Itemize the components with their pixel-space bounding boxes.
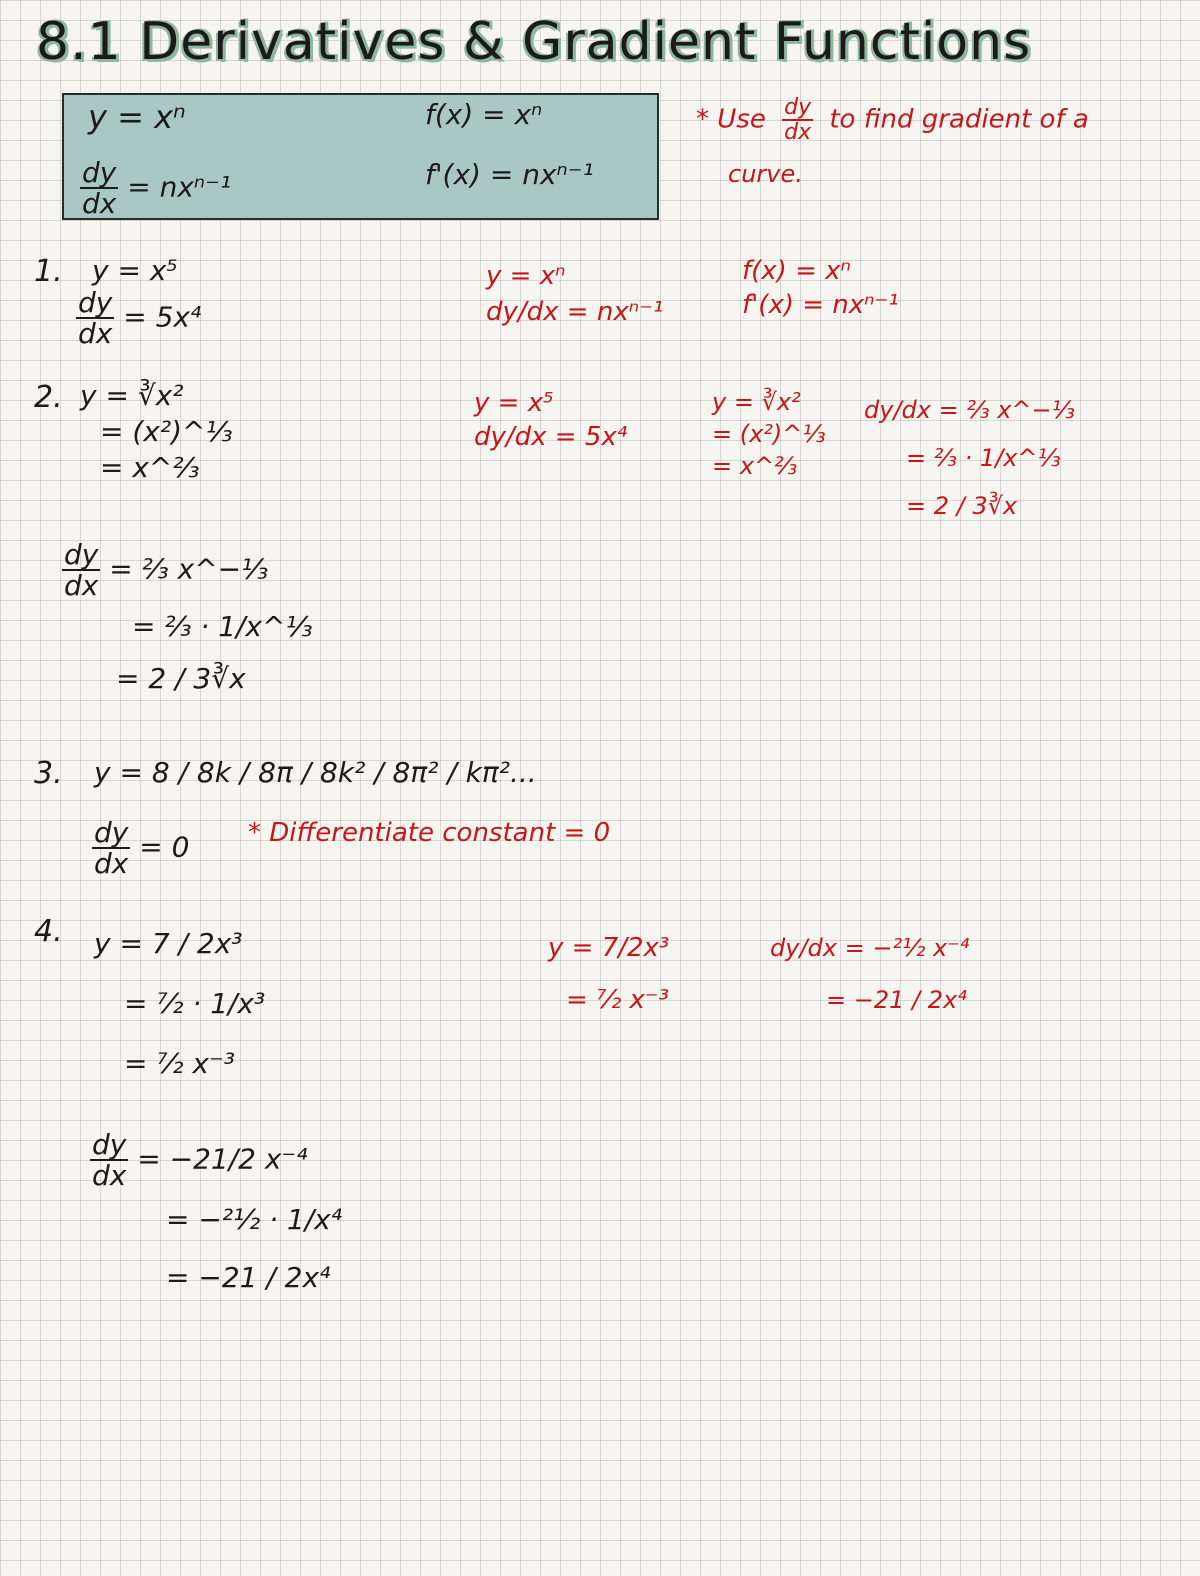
problem-3-deriv-num: dy [94,816,129,849]
red-note-r1b-line2: f'(x) = nxⁿ⁻¹ [742,290,899,320]
problem-4-step1: = −21/2 x⁻⁴ [137,1142,308,1176]
red-note-r1a [486,258,663,330]
red-note-r4b-line1: dy/dx = −²¹⁄₂ x⁻⁴ [770,934,970,962]
problem-4-number: 4. [34,914,63,949]
red-note-r1b [742,254,899,322]
problem-3-deriv [92,818,189,879]
red-note-r2a [474,386,627,454]
red-note-r2b [712,386,826,482]
problem-2-line3: = x^⅔ [100,451,200,484]
problem-3-deriv-rhs: = 0 [139,830,190,864]
problem-4-line3: = ⁷⁄₂ x⁻³ [124,1047,235,1080]
problem-2-number: 2. [34,380,63,415]
problem-4-line1: y = 7 / 2x³ [94,927,243,960]
red-note-r2b-line2: = (x²)^⅓ [712,420,826,448]
problem-3-eq: y = 8 / 8k / 8π / 8k² / 8π² / kπ²... [94,756,537,789]
red-note-r4a-line1: y = 7/2x³ [548,933,670,963]
problem-1-deriv-den: dx [78,317,113,351]
gradient-note-den: dx [784,120,812,146]
red-note-r4b-line2: = −21 / 2x⁴ [826,986,967,1014]
gradient-note [696,96,1089,144]
problem-4-deriv-den: dx [92,1159,127,1193]
red-note-r2c-line3: = 2 / 3∛x [906,492,1018,520]
problem-4-step2: = −²¹⁄₂ · 1/x⁴ [166,1202,342,1236]
formula-dydx-rhs: = nxⁿ⁻¹ [127,170,232,204]
gradient-note-num: dy [784,95,812,120]
red-note-r2a-line2: dy/dx = 5x⁴ [474,422,628,452]
red-note-r1a-line2: dy/dx = nxⁿ⁻¹ [486,297,664,327]
formula-dydx [80,158,231,219]
red-note-r4b [770,922,969,1026]
red-note-r2a-line1: y = x⁵ [474,388,554,418]
problem-2-step2: = ²⁄₃ · 1/x^⅓ [132,609,313,643]
problem-2-deriv-den: dx [64,569,99,603]
gradient-note-line2: curve. [728,160,803,188]
red-note-r4a-line2: = ⁷⁄₂ x⁻³ [566,985,670,1015]
problem-4-step3: = −21 / 2x⁴ [166,1260,331,1294]
problem-1-deriv [76,288,201,349]
red-note-r2c [864,386,1075,530]
problem-1-deriv-num: dy [78,286,113,319]
page-title: 8.1 Derivatives & Gradient Functions [36,12,1032,72]
red-note-r2c-line2: = ²⁄₃ · 1/x^⅓ [906,444,1061,472]
problem-3-note: * Differentiate constant = 0 [248,818,611,848]
formula-dydx-num: dy [82,156,117,189]
problem-4-deriv [90,1130,342,1307]
problem-4-deriv-num: dy [92,1128,127,1161]
problem-2-deriv-num: dy [64,538,99,571]
problem-1-number: 1. [34,254,63,289]
problem-2-line1: y = ∛x² [80,379,184,412]
problem-2-line2: = (x²)^⅓ [100,415,233,448]
problem-3-deriv-den: dx [94,847,129,881]
red-note-r1a-line1: y = xⁿ [486,261,566,291]
red-note-r1b-line1: f(x) = xⁿ [742,256,851,286]
problem-2-deriv [62,540,313,705]
problem-1-deriv-rhs: = 5x⁴ [123,300,202,334]
problem-2-lines [80,378,233,486]
problem-3-number: 3. [34,756,63,791]
problem-4-line2: = ⁷⁄₂ · 1/x³ [124,987,266,1020]
formula-y-xn: y = xⁿ [88,98,186,136]
red-note-r4a [548,922,669,1026]
red-note-r2b-line1: y = ∛x² [712,388,801,416]
red-note-r2b-line3: = x^⅔ [712,452,798,480]
formula-fprime: f'(x) = nxⁿ⁻¹ [425,158,594,191]
problem-2-step3: = 2 / 3∛x [116,661,246,695]
formula-dydx-den: dx [82,187,117,221]
problem-1-eq: y = x⁵ [92,254,178,287]
formula-fx-xn: f(x) = xⁿ [425,98,543,131]
red-note-r2c-line1: dy/dx = ²⁄₃ x^−⅓ [864,396,1075,424]
gradient-note-suffix: to find gradient of a [829,104,1089,135]
gradient-note-prefix: * Use [696,104,766,135]
problem-2-step1: = ²⁄₃ x^−⅓ [109,552,269,586]
problem-4-lines [94,914,265,1094]
